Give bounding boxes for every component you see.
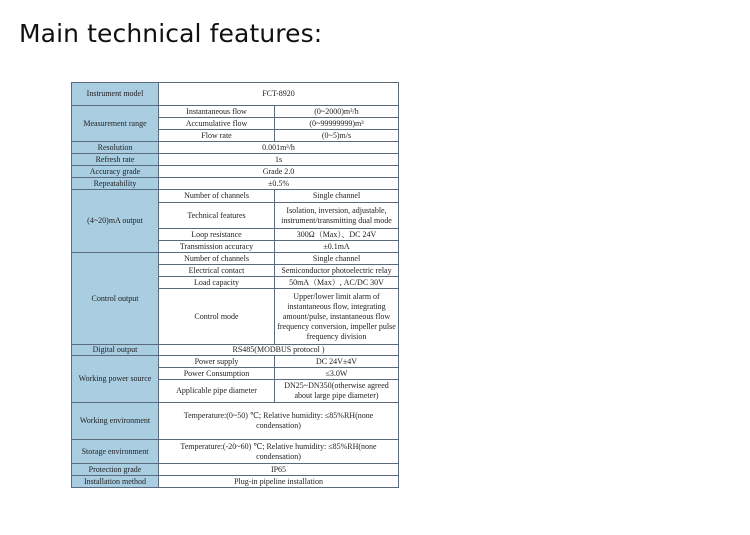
- table-row: [72, 166, 399, 178]
- row-label: (4~20)mA output: [72, 190, 159, 253]
- table-row: [72, 178, 399, 190]
- row-label: Installation method: [72, 476, 159, 488]
- row-label: Working power source: [72, 356, 159, 403]
- sub-label: Transmission accuracy: [159, 241, 275, 253]
- row-label: Refresh rate: [72, 154, 159, 166]
- table-row: [72, 356, 399, 368]
- row-label: Instrument model: [72, 83, 159, 106]
- cell-value: 1s: [159, 154, 399, 166]
- sub-label: Accumulative flow: [159, 118, 275, 130]
- cell-value: RS485(MODBUS protocol ): [159, 345, 399, 356]
- sub-label: Instantaneous flow: [159, 106, 275, 118]
- cell-value: DN25~DN350(otherwise agreed about large pipe diameter): [275, 380, 399, 403]
- cell-value: 300Ω（Max）、DC 24V: [275, 229, 399, 241]
- row-label: Measurement range: [72, 106, 159, 142]
- cell-value: Temperature:(-20~60) ℃; Relative humidity: ≤85%RH(none condensation): [159, 440, 399, 464]
- cell-value: (0~5)m/s: [275, 130, 399, 142]
- table-row: [72, 190, 399, 203]
- table-row: [72, 476, 399, 488]
- sub-label: Load capacity: [159, 277, 275, 289]
- cell-value: ±0.1mA: [275, 241, 399, 253]
- table-row: [72, 403, 399, 440]
- cell-value: (0~2000)m³/h: [275, 106, 399, 118]
- row-label: Digital output: [72, 345, 159, 356]
- table-row: [72, 142, 399, 154]
- table-row: [72, 83, 399, 106]
- cell-value: Semiconductor photoelectric relay: [275, 265, 399, 277]
- sub-label: Flow rate: [159, 130, 275, 142]
- cell-value: (0~99999999)m³: [275, 118, 399, 130]
- sub-label: Loop resistance: [159, 229, 275, 241]
- sub-label: Number of channels: [159, 253, 275, 265]
- sub-label: Number of channels: [159, 190, 275, 203]
- table-row: [72, 440, 399, 464]
- row-label: Control output: [72, 253, 159, 345]
- table-row: [72, 106, 399, 118]
- cell-value: Temperature:(0~50) ℃; Relative humidity: ≤85%RH(none condensation): [159, 403, 399, 440]
- cell-value: Single channel: [275, 253, 399, 265]
- cell-value: 50mA（Max）, AC/DC 30V: [275, 277, 399, 289]
- sub-label: Power Consumption: [159, 368, 275, 380]
- sub-label: Power supply: [159, 356, 275, 368]
- cell-value: ≤3.0W: [275, 368, 399, 380]
- cell-value: ±0.5%: [159, 178, 399, 190]
- page-title: Main technical features:: [19, 19, 323, 48]
- cell-value: 0.001m³/h: [159, 142, 399, 154]
- row-label: Repeatability: [72, 178, 159, 190]
- sub-label: Applicable pipe diameter: [159, 380, 275, 403]
- spec-table: [71, 82, 399, 488]
- row-label: Accuracy grade: [72, 166, 159, 178]
- cell-value: Isolation, inversion, adjustable, instrument/transmitting dual mode: [275, 203, 399, 229]
- sub-label: Electrical contact: [159, 265, 275, 277]
- sub-label: Technical features: [159, 203, 275, 229]
- cell-value: FCT-8920: [159, 83, 399, 106]
- row-label: Working environment: [72, 403, 159, 440]
- table-row: [72, 154, 399, 166]
- row-label: Protection grade: [72, 464, 159, 476]
- cell-value: Upper/lower limit alarm of instantaneous flow, integrating amount/pulse, instantaneous flow frequency conversion, impeller pulse frequency division: [275, 289, 399, 345]
- row-label: Resolution: [72, 142, 159, 154]
- sub-label: Control mode: [159, 289, 275, 345]
- cell-value: Grade 2.0: [159, 166, 399, 178]
- table-row: [72, 345, 399, 356]
- cell-value: Plug-in pipeline installation: [159, 476, 399, 488]
- cell-value: DC 24V±4V: [275, 356, 399, 368]
- cell-value: IP65: [159, 464, 399, 476]
- row-label: Storage environment: [72, 440, 159, 464]
- table-row: [72, 464, 399, 476]
- table-row: [72, 253, 399, 265]
- cell-value: Single channel: [275, 190, 399, 203]
